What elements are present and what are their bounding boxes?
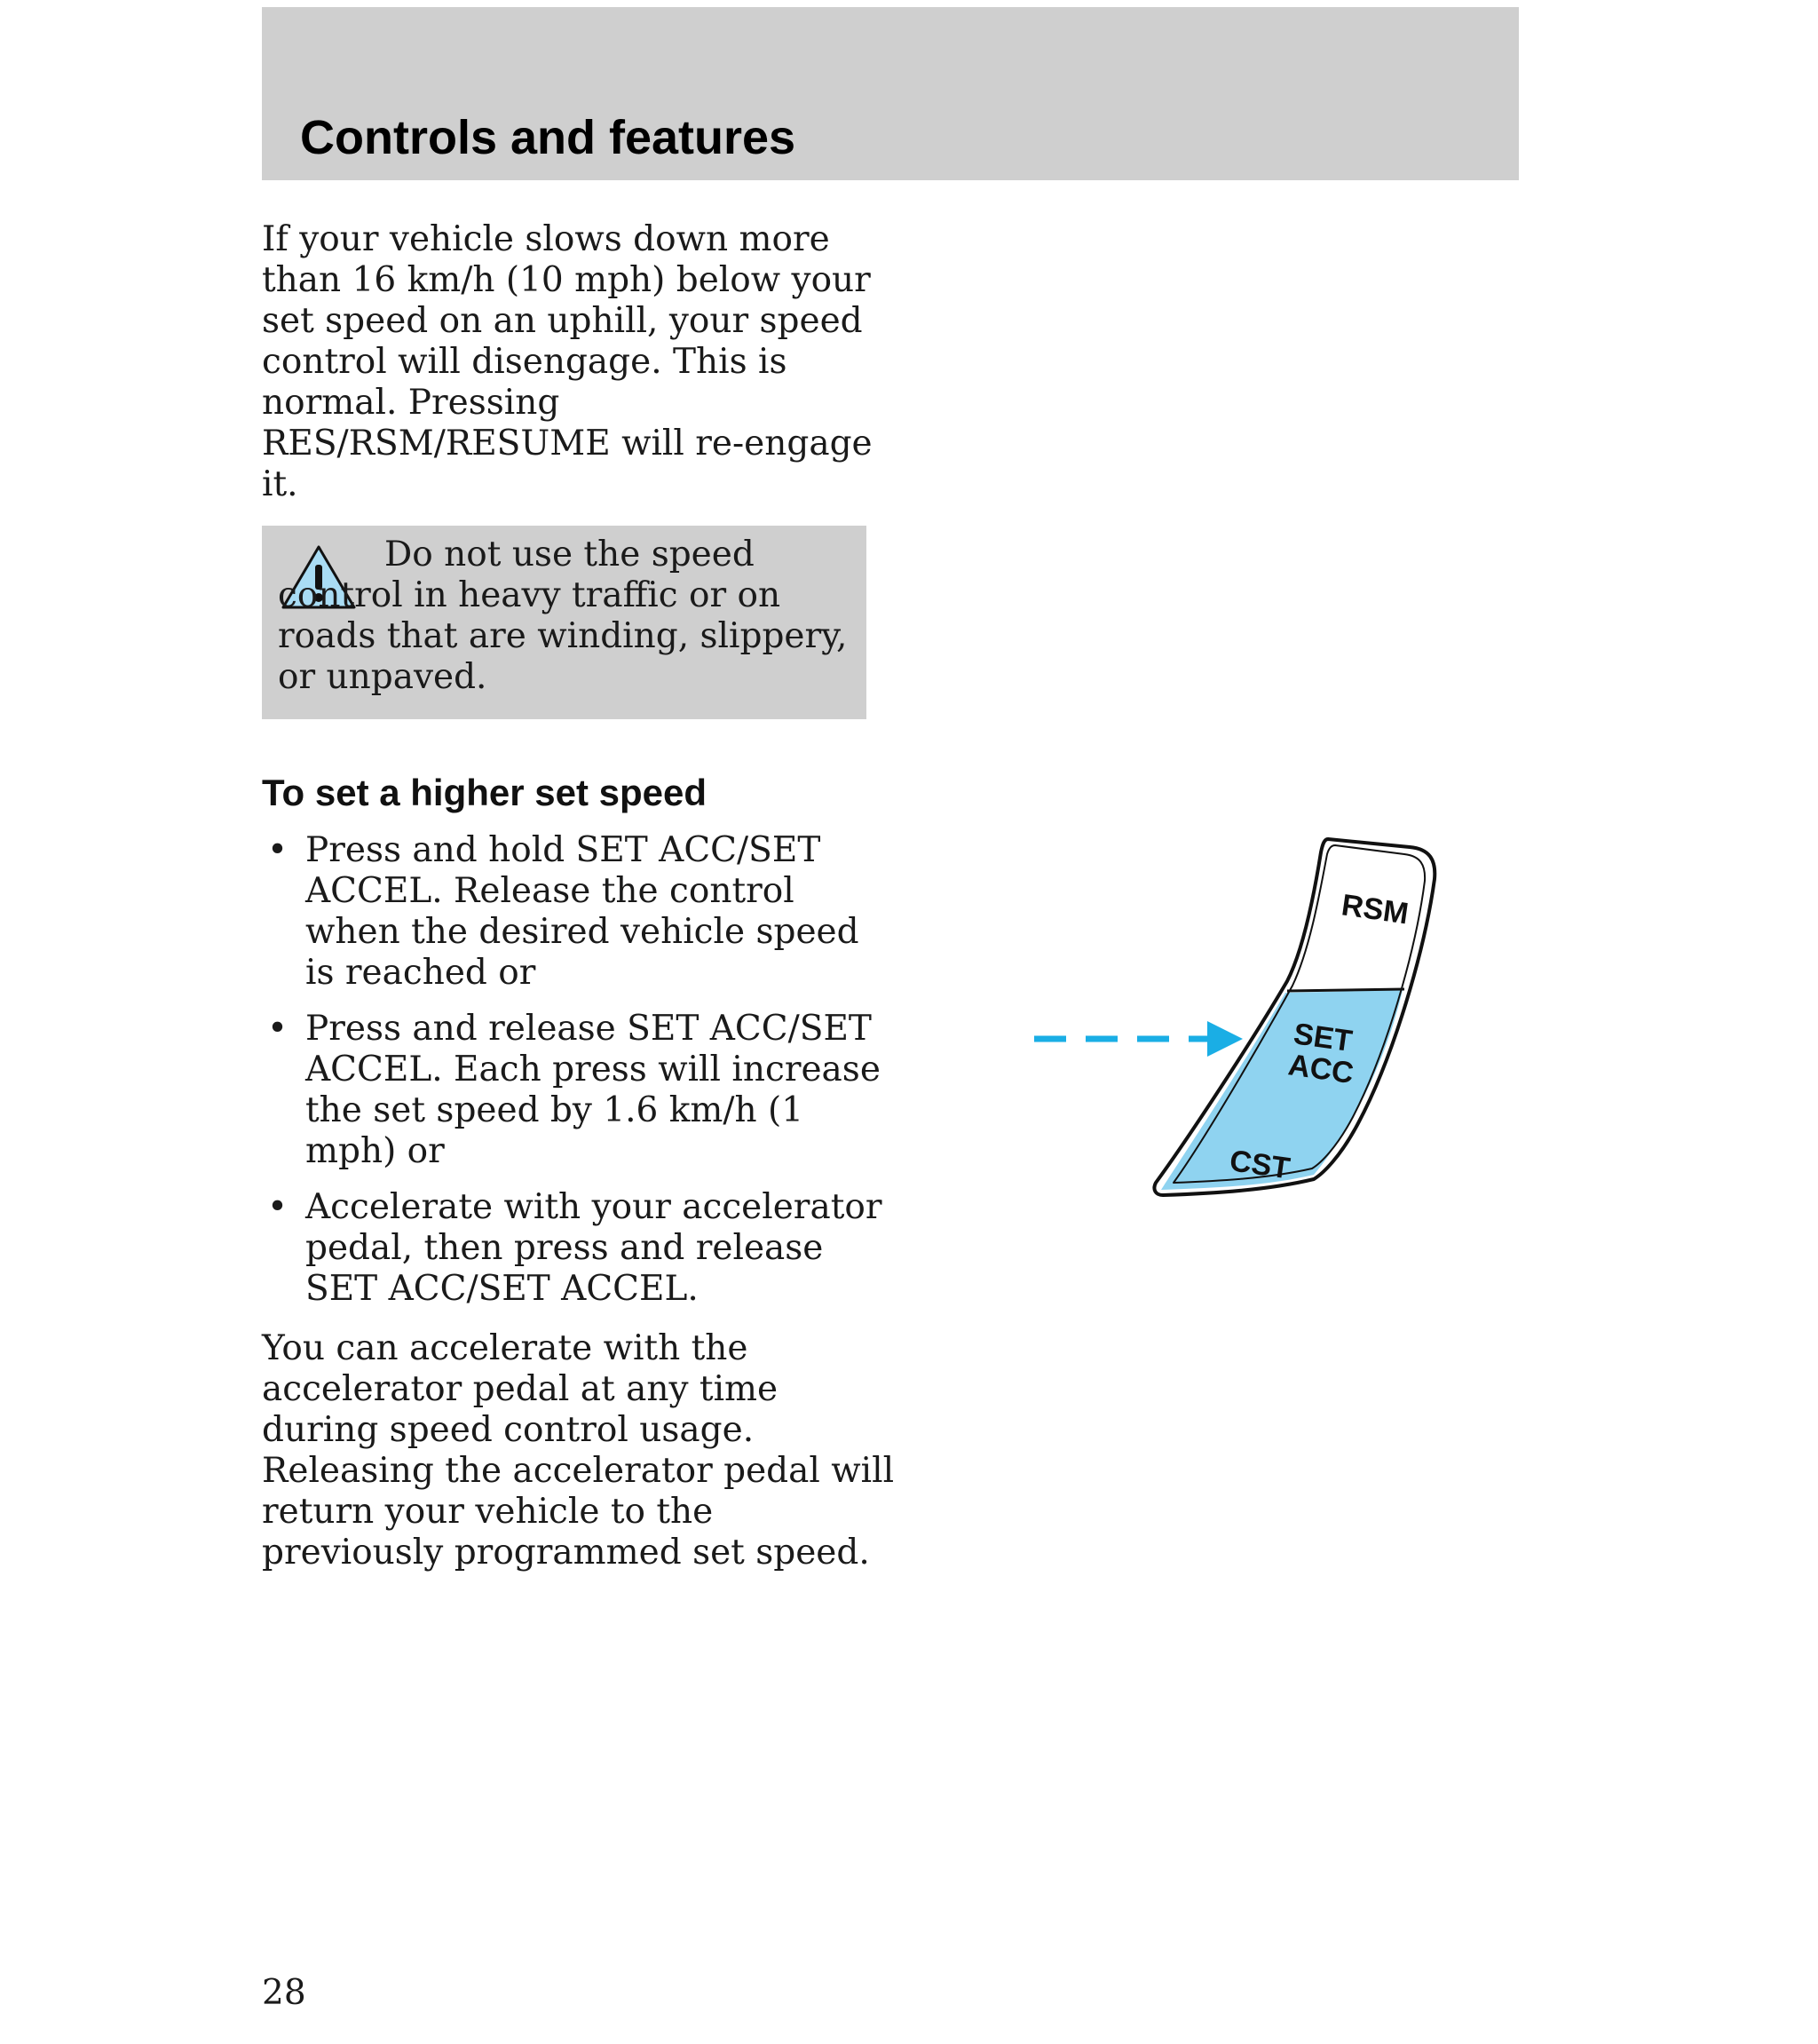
bullet-icon: • — [267, 1009, 289, 1049]
rsm-label: RSM — [1339, 888, 1411, 931]
section-heading: To set a higher set speed — [262, 772, 707, 813]
page-number: 28 — [262, 1973, 306, 2013]
warning-text: Do not use the speed control in heavy traffic or on roads that are winding, slippery, or unpaved. — [278, 535, 848, 697]
dashed-arrow-icon — [1030, 1012, 1261, 1066]
list-item-text: Press and hold SET ACC/SET ACCEL. Release the control when the desired vehicle speed is reached or — [305, 830, 859, 993]
list-item — [262, 830, 883, 994]
list-item — [262, 1187, 883, 1310]
header-band — [262, 7, 1519, 180]
list-item-text: Press and release SET ACC/SET ACCEL. Each press will increase the set speed by 1.6 km/h (1 mph) or — [305, 1009, 881, 1171]
closing-paragraph: You can accelerate with the accelerator pedal at any time during speed control usage. Releasing the accelerator pedal will return your vehicle to the previously programmed set speed. — [262, 1328, 895, 1573]
warning-box — [262, 526, 866, 719]
page-title: Controls and features — [300, 111, 796, 164]
instruction-list — [262, 830, 883, 1325]
list-item-text: Accelerate with your accelerator pedal, then press and release SET ACC/SET ACCEL. — [305, 1187, 882, 1309]
acc-label: ACC — [1285, 1048, 1356, 1091]
bullet-icon: • — [267, 1187, 289, 1227]
intro-paragraph: If your vehicle slows down more than 16 km/h (10 mph) below your set speed on an uphill, your speed control will disengage. This is normal. Pressing RES/RSM/RESUME will re-engage it. — [262, 219, 873, 504]
cst-label: CST — [1227, 1144, 1292, 1186]
list-item — [262, 1009, 883, 1172]
switch-divider — [1287, 989, 1404, 991]
set-label: SET — [1291, 1017, 1355, 1059]
bullet-icon: • — [267, 830, 289, 870]
